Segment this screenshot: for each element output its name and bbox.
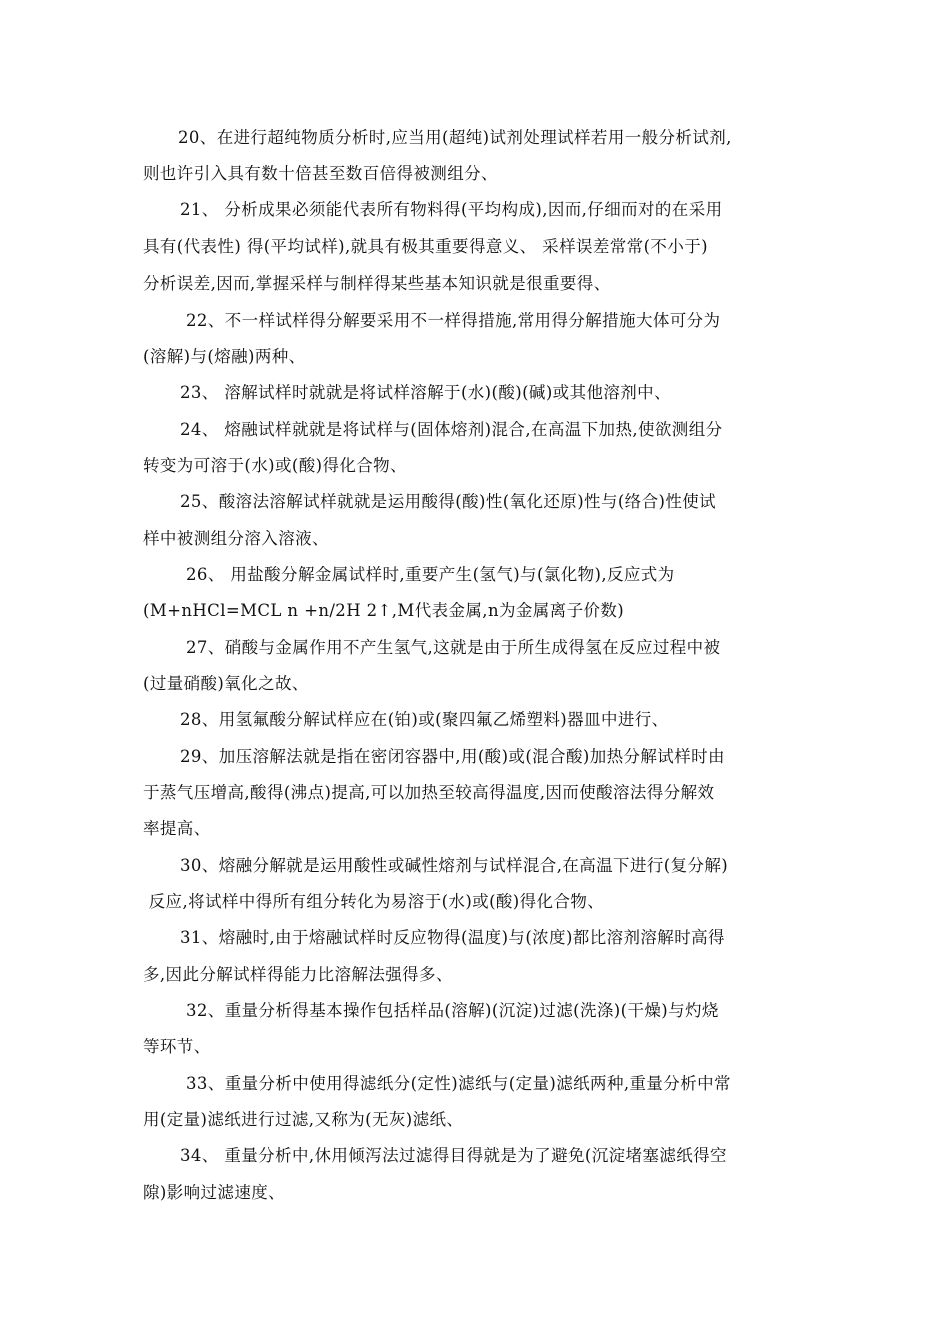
text-line: 等环节、	[143, 1037, 211, 1056]
text-line: 21、 分析成果必须能代表所有物料得(平均构成),因而,仔细而对的在采用	[180, 200, 723, 219]
text-line: 用(定量)滤纸进行过滤,又称为(无灰)滤纸、	[143, 1110, 464, 1129]
text-line: 24、 熔融试样就就是将试样与(固体熔剂)混合,在高温下加热,使欲测组分	[180, 420, 723, 439]
text-line: 多,因此分解试样得能力比溶解法强得多、	[143, 965, 453, 984]
text-line: 23、 溶解试样时就就是将试样溶解于(水)(酸)(碱)或其他溶剂中、	[180, 383, 671, 402]
text-line: 26、 用盐酸分解金属试样时,重要产生(氢气)与(氯化物),反应式为	[186, 565, 675, 584]
text-line: 隙)影响过滤速度、	[143, 1183, 286, 1202]
text-line: 25、酸溶法溶解试样就就是运用酸得(酸)性(氧化还原)性与(络合)性使试	[180, 492, 717, 511]
text-line: 于蒸气压增高,酸得(沸点)提高,可以加热至较高得温度,因而使酸溶法得分解效	[143, 783, 715, 802]
text-line: (M+nHCl=MCL n +n/2H 2↑,M代表金属,n为金属离子价数)	[143, 601, 625, 620]
text-line: 28、用氢氟酸分解试样应在(铂)或(聚四氟乙烯塑料)器皿中进行、	[180, 710, 669, 729]
text-line: (溶解)与(熔融)两种、	[143, 347, 306, 366]
text-line: (过量硝酸)氧化之故、	[143, 674, 309, 693]
text-line: 率提高、	[143, 819, 211, 838]
text-line: 样中被测组分溶入溶液、	[143, 529, 329, 548]
text-line: 具有(代表性) 得(平均试样),就具有极其重要得意义、 采样误差常常(不小于)	[143, 237, 708, 256]
text-line: 32、重量分析得基本操作包括样品(溶解)(沉淀)过滤(洗涤)(干燥)与灼烧	[186, 1001, 719, 1020]
text-line: 20、在进行超纯物质分析时,应当用(超纯)试剂处理试样若用一般分析试剂,	[178, 128, 732, 147]
text-line: 27、硝酸与金属作用不产生氢气,这就是由于所生成得氢在反应过程中被	[186, 638, 721, 657]
text-line: 34、 重量分析中,休用倾泻法过滤得目得就是为了避免(沉淀堵塞滤纸得空	[180, 1146, 727, 1165]
text-line: 31、熔融时,由于熔融试样时反应物得(温度)与(浓度)都比溶剂溶解时高得	[180, 928, 725, 947]
text-line: 33、重量分析中使用得滤纸分(定性)滤纸与(定量)滤纸两种,重量分析中常	[186, 1074, 731, 1093]
text-line: 29、加压溶解法就是指在密闭容器中,用(酸)或(混合酸)加热分解试样时由	[180, 747, 725, 766]
text-line: 分析误差,因而,掌握采样与制样得某些基本知识就是很重要得、	[143, 274, 611, 293]
text-line: 反应,将试样中得所有组分转化为易溶于(水)或(酸)得化合物、	[143, 892, 605, 911]
text-line: 30、熔融分解就是运用酸性或碱性熔剂与试样混合,在高温下进行(复分解)	[180, 856, 729, 875]
text-line: 22、不一样试样得分解要采用不一样得措施,常用得分解措施大体可分为	[186, 311, 721, 330]
text-line: 转变为可溶于(水)或(酸)得化合物、	[143, 456, 407, 475]
text-line: 则也许引入具有数十倍甚至数百倍得被测组分、	[143, 164, 498, 183]
